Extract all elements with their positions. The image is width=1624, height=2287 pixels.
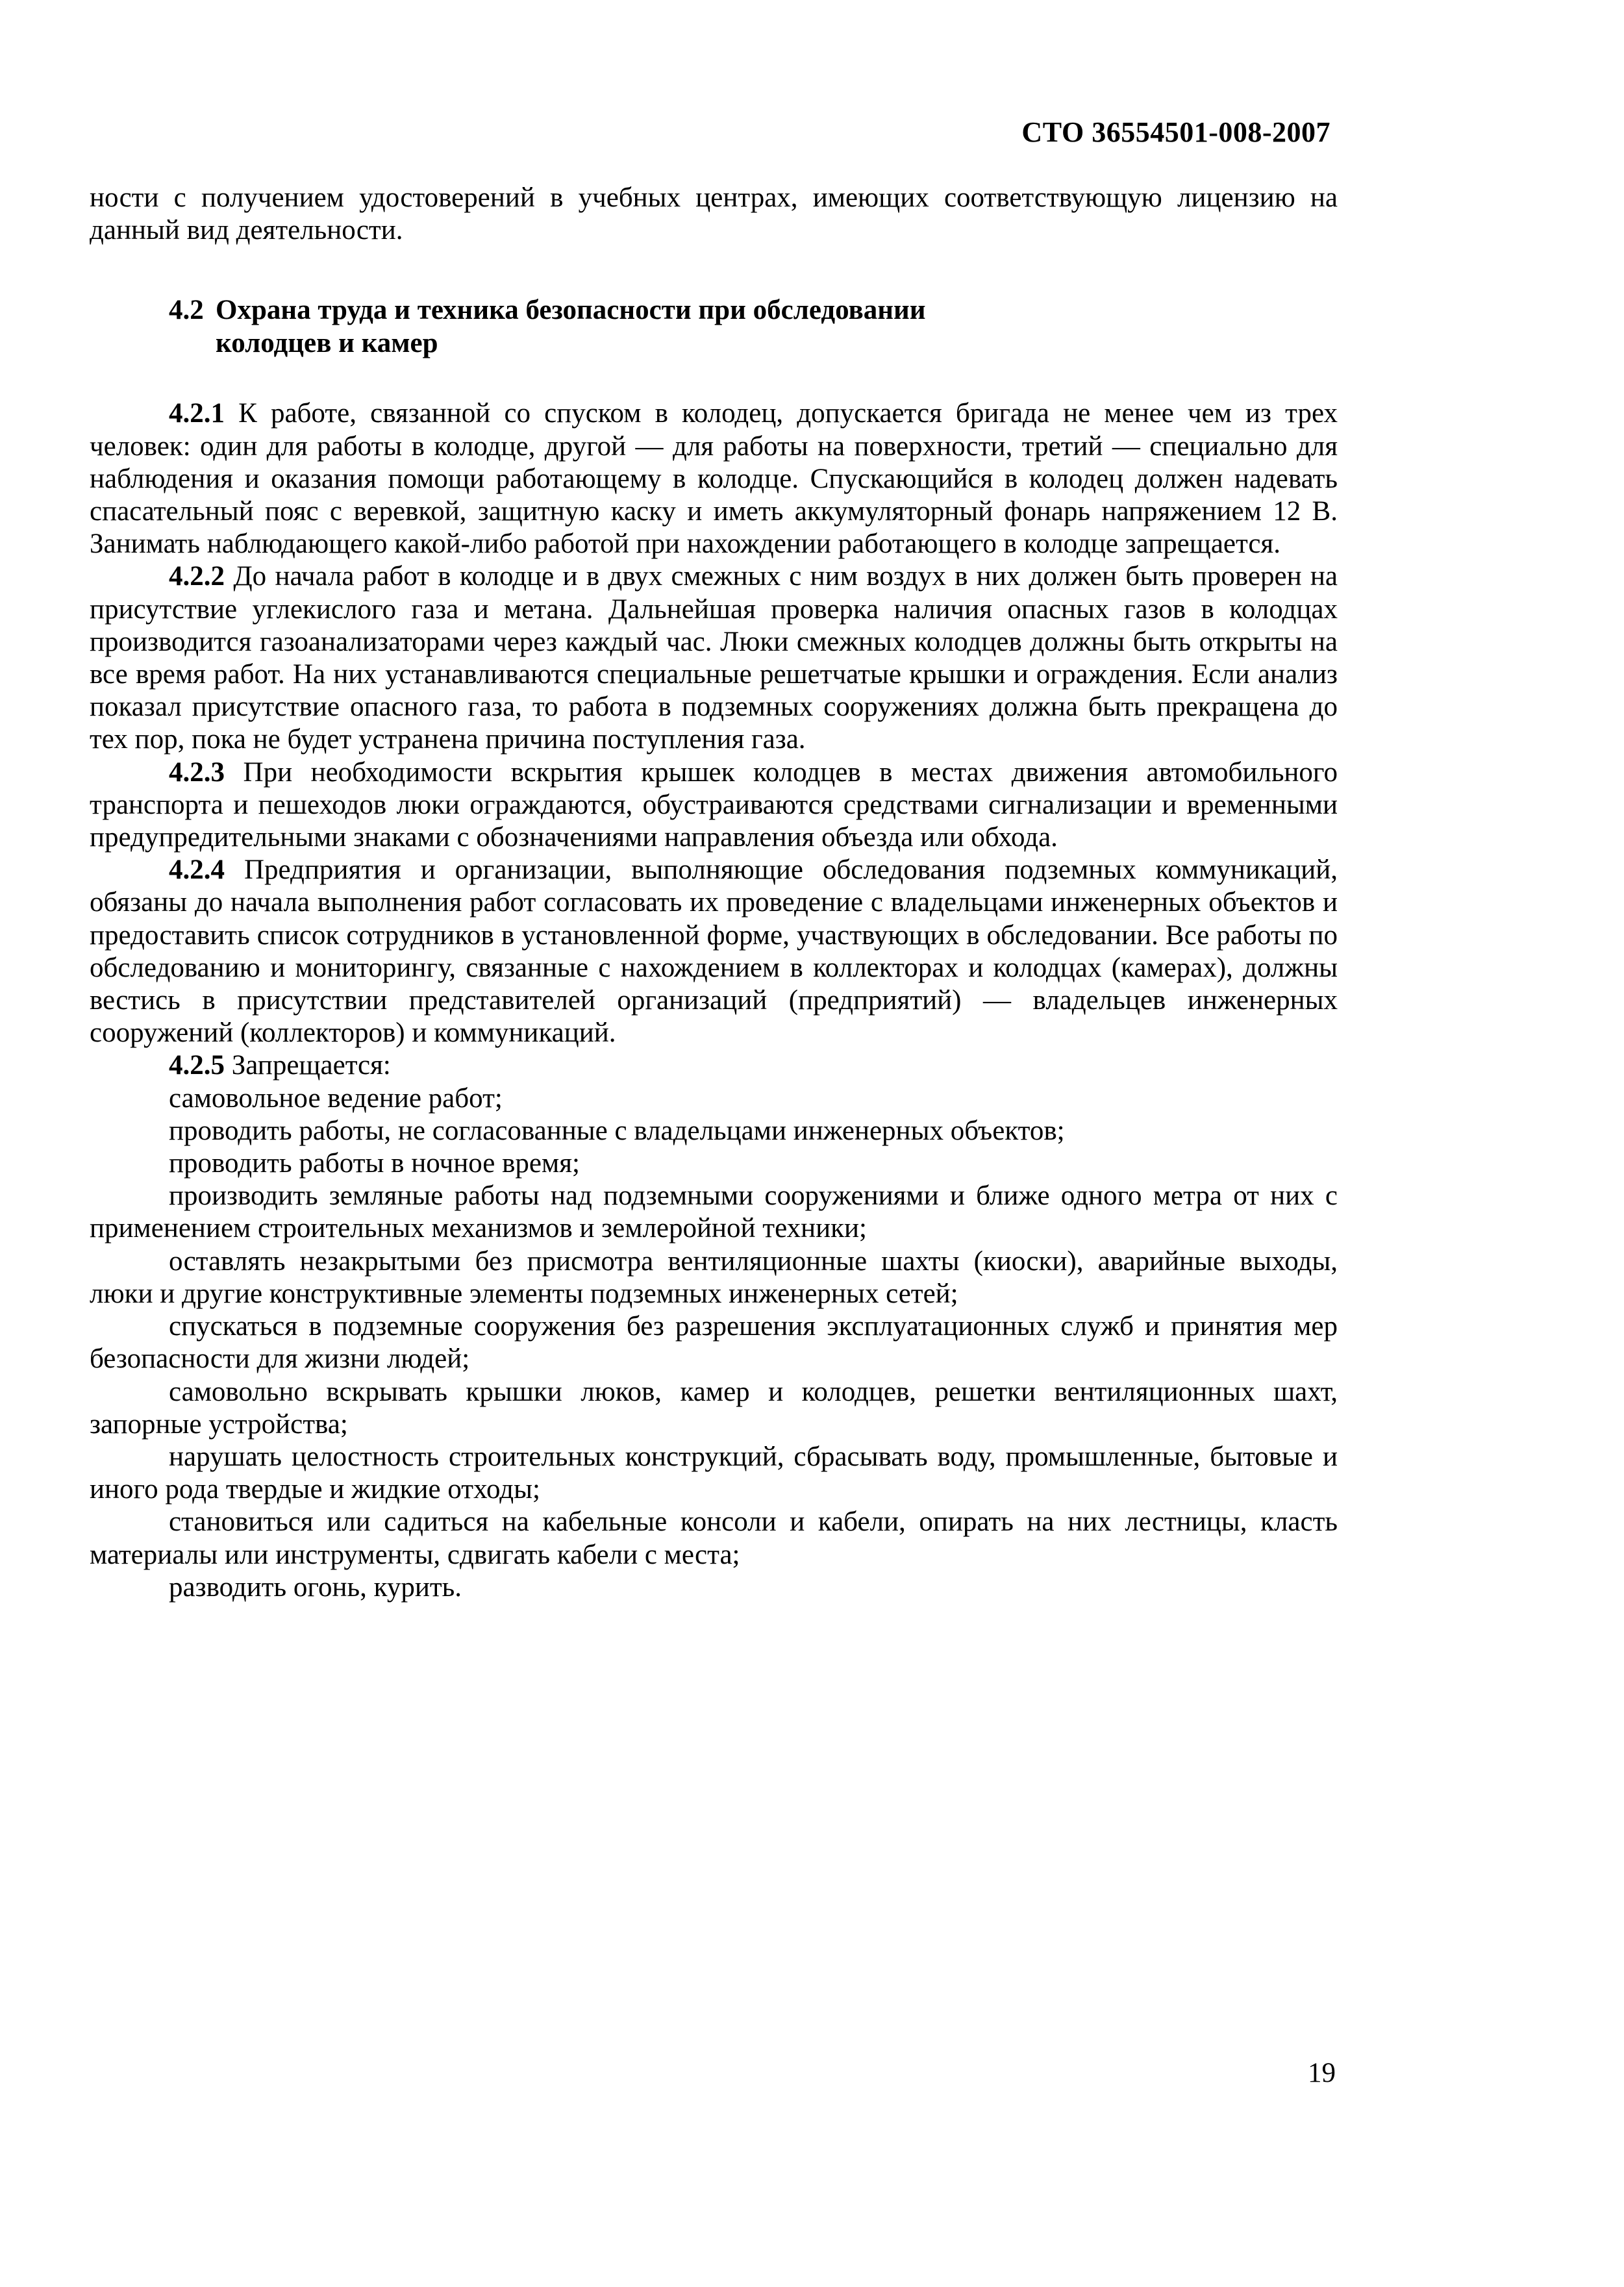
clause-text: При необходимости вскрытия крышек колодцев в местах движения автомобильного транспорта и пешеходов люки ограждаются, обустраиваются средствами сигнализации и временными предупредительными знаками с обозначениями направления объезда или обхода. [90,756,1338,853]
prohibition-item: разводить огонь, курить. [169,1571,462,1603]
document-body [90,182,1338,1604]
prohibition-item: самовольно вскрывать крышки люков, камер и колодцев, решетки вентиляционных шахт, запорные устройства; [90,1376,1338,1440]
section-title-line2: колодцев и камер [216,328,438,359]
clause-number: 4.2.2 [169,561,225,592]
clause-number: 4.2.4 [169,855,225,886]
page-number: 19 [1308,2058,1336,2088]
section-heading [90,294,1338,360]
prohibition-item: производить земляные работы над подземными сооружениями и ближе одного метра от них с применением строительных механизмов и землеройной техники; [90,1181,1338,1244]
clause-4-2-3 [90,756,1338,855]
prohibition-item: проводить работы в ночное время; [169,1148,580,1179]
prohibition-item: спускаться в подземные сооружения без разрешения эксплуатационных служб и принятия мер безопасности для жизни людей; [90,1311,1338,1375]
clause-number: 4.2.3 [169,756,225,788]
section-title-line1: Охрана труда и техника безопасности при обследовании [216,295,926,326]
clause-4-2-5 [90,1049,1338,1082]
clause-4-2-2 [90,560,1338,756]
clause-4-2-4 [90,854,1338,1049]
intro-paragraph: ности с получением удостоверений в учебных центрах, имеющих соответствующую лицензию на данный вид деятельности. [90,182,1338,246]
clause-4-2-1 [90,397,1338,560]
prohibition-item: самовольное ведение работ; [169,1082,503,1114]
clause-text: Запрещается: [231,1050,391,1081]
prohibition-item: оставлять незакрытыми без присмотра вентиляционные шахты (киоски), аварийные выходы, люки и другие конструктивные элементы подземных инженерных сетей; [90,1245,1338,1309]
prohibition-item: нарушать целостность строительных конструкций, сбрасывать воду, промышленные, бытовые и иного рода твердые и жидкие отходы; [90,1441,1338,1505]
clause-number: 4.2.5 [169,1050,225,1081]
section-number: 4.2 [169,295,204,326]
clause-text: До начала работ в колодце и в двух смежных с ним воздух в них должен быть проверен на присутствие углекислого газа и метана. Дальнейшая проверка наличия опасных газов в колодцах производится газоанализаторами через каждый час. Люки смежных колодцев должны быть открыты на все время работ. На них устанавливаются специальные решетчатые крышки и ограждения. Если анализ показал присутствие опасного газа, то работа в подземных сооружениях должна быть прекращена до тех пор, пока не будет устранена причина поступления газа. [90,561,1338,755]
prohibition-item: проводить работы, не согласованные с владельцами инженерных объектов; [169,1115,1065,1146]
document-code-header: СТО 36554501-008-2007 [1021,116,1330,148]
clause-number: 4.2.1 [169,398,225,429]
clause-text: К работе, связанной со спуском в колодец, допускается бригада не менее чем из трех человек: один для работы в колодце, другой — для работы на поверхности, третий — специально для наблюдения и оказания помощи работающему в колодце. Спускающийся в колодец должен надевать спасательный пояс с веревкой, защитную каску и иметь аккумуляторный фонарь напряжением 12 В. Занимать наблюдающего какой-либо работой при нахождении работающего в колодце запрещается. [90,398,1338,560]
clause-text: Предприятия и организации, выполняющие обследования подземных коммуникаций, обязаны до начала выполнения работ согласовать их проведение с владельцами инженерных объектов и предоставить список сотрудников в установленной форме, участвующих в обследовании. Все работы по обследованию и мониторингу, связанные с нахождением в коллекторах и колодцах (камерах), должны вестись в присутствии представителей организаций (предприятий) — владельцев инженерных сооружений (коллекторов) и коммуникаций. [90,855,1338,1049]
prohibition-item: становиться или садиться на кабельные консоли и кабели, опирать на них лестницы, класть материалы или инструменты, сдвигать кабели с места; [90,1506,1338,1570]
